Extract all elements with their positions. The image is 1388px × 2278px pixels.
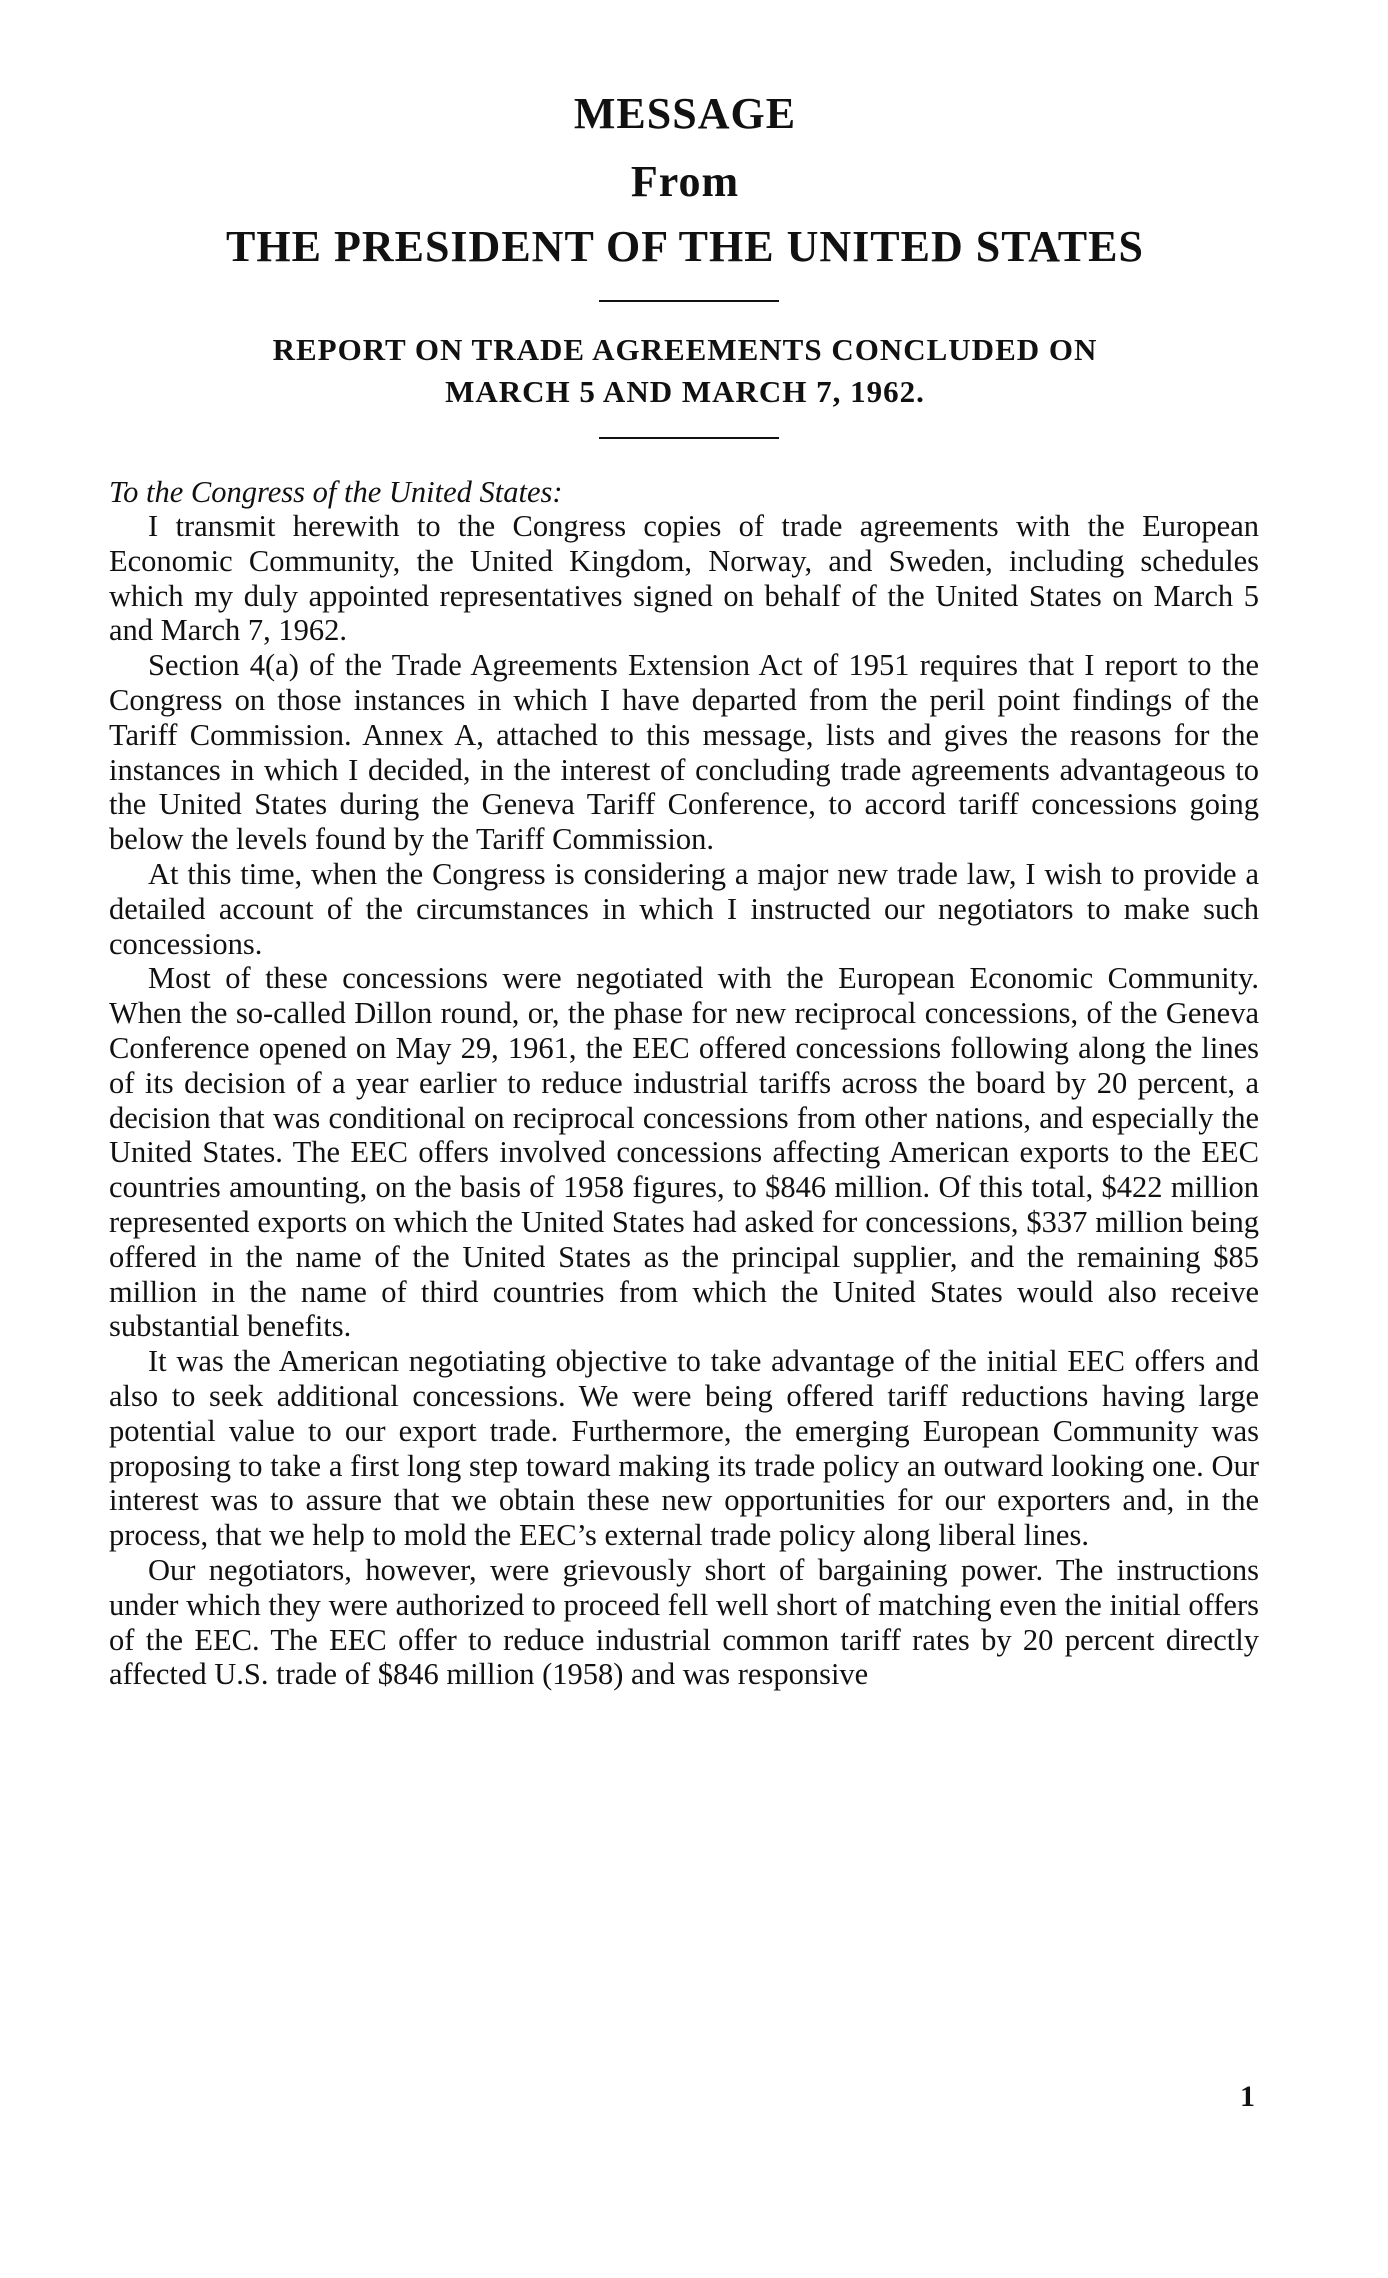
- page-number: 1: [1240, 2080, 1255, 2113]
- document-title: MESSAGE: [573, 89, 797, 138]
- paragraph: Our negotiators, however, were grievously short of bargaining power. The instructions under which they were authorized to proceed fell well short of matching even the initial offers of the EEC. The EEC offer to reduce industrial common tariff rates by 20 percent directly affected U.S. trade of $846 million (1958) and was responsive: [109, 1552, 1259, 1692]
- paragraph: At this time, when the Congress is considering a major new trade law, I wish to provide a detailed account of the circumstances in which I instructed our negotiators to make such concessions.: [109, 856, 1259, 961]
- message-body: [109, 509, 1259, 1692]
- report-title-line-1: REPORT ON TRADE AGREEMENTS CONCLUDED ON: [272, 332, 1098, 367]
- report-title-line-2: MARCH 5 AND MARCH 7, 1962.: [445, 374, 925, 409]
- divider-rule-top: [599, 300, 779, 302]
- sender-line: THE PRESIDENT OF THE UNITED STATES: [226, 222, 1144, 271]
- paragraph: Most of these concessions were negotiated with the European Economic Community. When the so-called Dillon round, or, the phase for new reciprocal concessions, of the Geneva Conference opened on May 29, 1961, the EEC offered concessions following along the lines of its decision of a year earlier to reduce industrial tariffs across the board by 20 percent, a decision that was conditional on reciprocal concessions from other nations, and especially the United States. The EEC offers involved concessions affecting American exports to the EEC countries amounting, on the basis of 1958 figures, to $846 million. Of this total, $422 million represented exports on which the United States had asked for concessions, $337 million being offered in the name of the United States as the principal supplier, and the remaining $85 million in the name of third countries from which the United States would also receive substantial benefits.: [109, 961, 1259, 1344]
- divider-rule-bottom: [599, 437, 779, 439]
- salutation: To the Congress of the United States:: [109, 475, 563, 509]
- paragraph: It was the American negotiating objective to take advantage of the initial EEC offers and also to seek additional concessions. We were being offered tariff reductions having large potential value to our export trade. Furthermore, the emerging European Community was proposing to take a first long step toward making its trade policy an outward looking one. Our interest was to assure that we obtain these new opportunities for our exporters and, in the process, that we help to mold the EEC’s external trade policy along liberal lines.: [109, 1344, 1259, 1553]
- from-line: From: [630, 157, 740, 206]
- paragraph: I transmit herewith to the Congress copies of trade agreements with the European Economic Community, the United Kingdom, Norway, and Sweden, including schedules which my duly appointed representatives signed on behalf of the United States on March 5 and March 7, 1962.: [109, 509, 1259, 648]
- paragraph: Section 4(a) of the Trade Agreements Extension Act of 1951 requires that I report to the Congress on those instances in which I have departed from the peril point findings of the Tariff Commission. Annex A, attached to this message, lists and gives the reasons for the instances in which I decided, in the interest of concluding trade agreements advantageous to the United States during the Geneva Tariff Conference, to accord tariff concessions going below the levels found by the Tariff Commission.: [109, 648, 1259, 857]
